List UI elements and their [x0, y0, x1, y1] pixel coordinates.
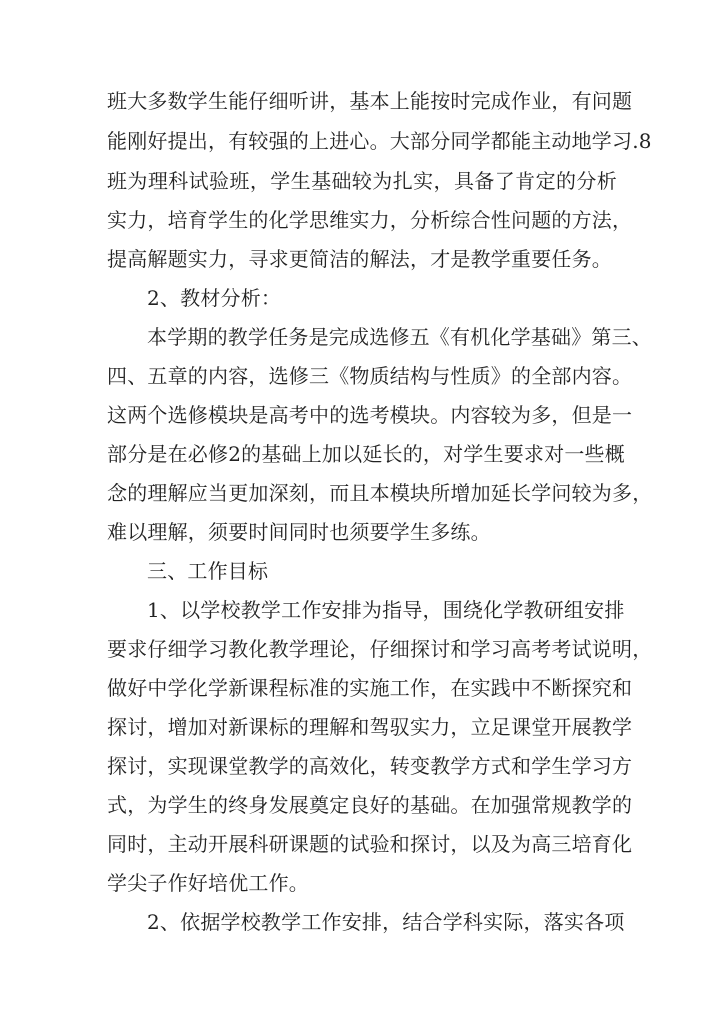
text-line: 班为理科试验班，学生基础较为扎实，具备了肯定的分析: [107, 169, 617, 193]
section-heading: 三、工作目标: [147, 559, 269, 583]
text-line: 要求仔细学习教化教学理论，仔细探讨和学习高考考试说明，: [107, 637, 653, 661]
text-line: 学尖子作好培优工作。: [107, 871, 309, 895]
text-line: 念的理解应当更加深刻，而且本模块所增加延长学问较为多，: [107, 481, 653, 505]
text-line: 做好中学化学新课程标准的实施工作，在实践中不断探究和: [107, 676, 633, 700]
text-line: 部分是在必修2的基础上加以延长的，对学生要求对一些概: [107, 442, 625, 466]
text-line: 式，为学生的终身发展奠定良好的基础。在加强常规教学的: [107, 793, 633, 817]
text-line: 能刚好提出，有较强的上进心。大部分同学都能主动地学习.8: [107, 129, 652, 153]
text-line: 探讨，实现课堂教学的高效化，转变教学方式和学生学习方: [107, 754, 633, 778]
text-line: 难以理解，须要时间同时也须要学生多练。: [107, 520, 491, 544]
text-line: 四、五章的内容，选修三《物质结构与性质》的全部内容。: [107, 364, 633, 388]
text-line: 同时，主动开展科研课题的试验和探讨，以及为高三培育化: [107, 832, 633, 856]
text-line: 实力，培育学生的化学思维实力，分析综合性问题的方法，: [107, 208, 633, 232]
text-line: 探讨，增加对新课标的理解和驾驭实力，立足课堂开展教学: [107, 715, 633, 739]
text-line: 班大多数学生能仔细听讲，基本上能按时完成作业，有问题: [107, 89, 633, 113]
paragraph-first-line: 1、以学校教学工作安排为指导，围绕化学教研组安排: [147, 598, 625, 622]
section-heading: 2、教材分析：: [147, 286, 282, 310]
paragraph-first-line: 2、依据学校教学工作安排，结合学科实际，落实各项: [147, 910, 625, 934]
paragraph-first-line: 本学期的教学任务是完成选修五《有机化学基础》第三、: [147, 325, 652, 349]
text-line: 这两个选修模块是高考中的选考模块。内容较为多，但是一: [107, 403, 633, 427]
text-line: 提高解题实力，寻求更简洁的解法，才是教学重要任务。: [107, 247, 612, 271]
